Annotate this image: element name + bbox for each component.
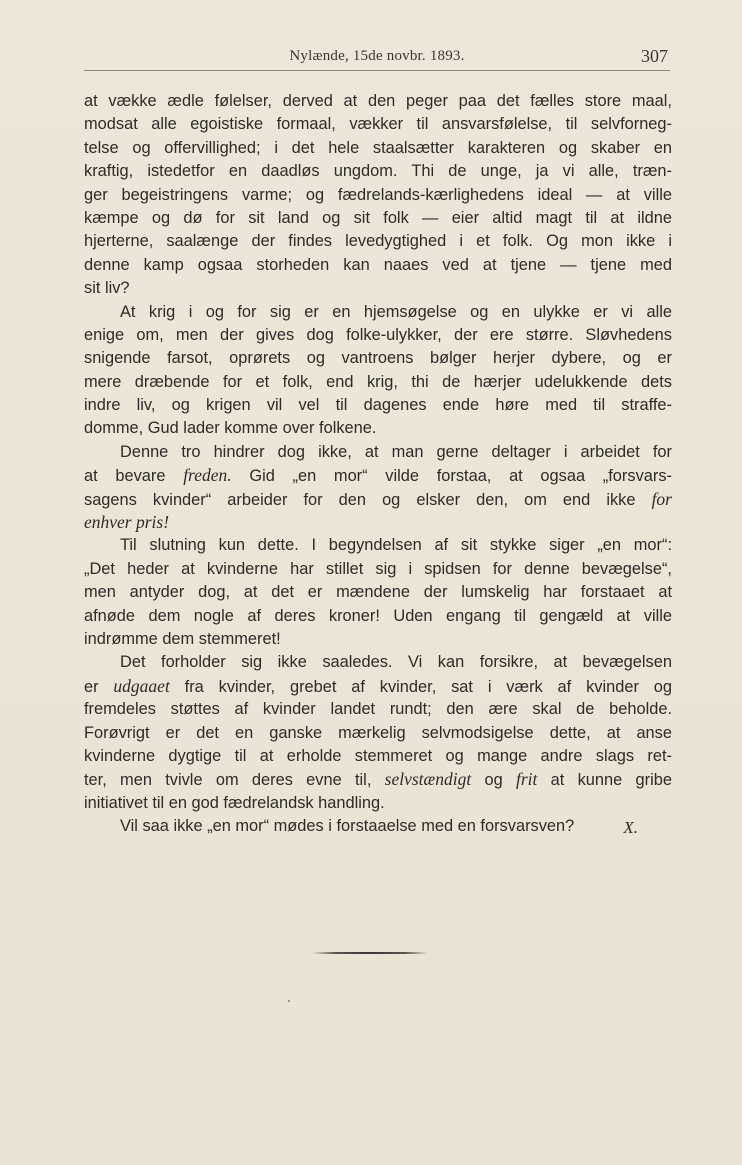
text-line: men antyder dog, at det er mændene der lumskelig har forstaaet at	[84, 583, 672, 602]
text-line: Forøvrigt er det en ganske mærkelig selvmodsigelse dette, at anse	[84, 723, 672, 742]
text-line: at vække ædle følelser, derved at den peger paa det fælles store maal,	[84, 92, 672, 110]
paragraph-3	[84, 441, 672, 535]
italic-text: selvstændigt	[384, 769, 472, 790]
text-line: afnøde dem nogle af deres kroner! Uden engang til gengæld at ville	[84, 606, 672, 625]
paragraph-2	[84, 301, 672, 441]
text-line: snigende farsot, oprørets og vantroens bølger herjer dybere, og er	[84, 349, 672, 368]
text-line: indrømme dem stemmeret!	[84, 629, 281, 648]
text-line: initiativet til en god fædrelandsk handling.	[84, 793, 385, 812]
paragraph-1	[84, 90, 672, 301]
text-line: enige om, men der gives dog folke-ulykker, der ere større. Sløvhedens	[84, 325, 672, 344]
italic-text: frit	[515, 769, 538, 790]
text-run: at bevare	[84, 467, 184, 486]
text-line: sit liv?	[84, 279, 130, 298]
text-line: Vil saa ikke „en mor“ mødes i forstaaelse med en forsvarsven?	[120, 817, 575, 836]
text-line: Denne tro hindrer dog ikke, at man gerne deltager i arbeidet for	[120, 442, 672, 461]
running-header	[84, 44, 670, 71]
paragraph-6	[84, 815, 672, 838]
italic-text: for	[651, 488, 672, 509]
text-line	[84, 464, 672, 487]
text-line: fremdeles støttes af kvinder landet rundt; den ære skal de beholde.	[84, 700, 672, 719]
text-line	[84, 675, 672, 698]
article-body	[84, 90, 672, 839]
text-line: „Det heder at kvinderne har stillet sig i spidsen for denne bevægelse“,	[84, 559, 672, 578]
text-line: Til slutning kun dette. I begyndelsen af sit stykke siger „en mor“:	[120, 536, 672, 555]
text-line	[84, 488, 672, 511]
author-signature: X.	[623, 818, 638, 837]
page-number: 307	[641, 46, 668, 66]
text-run: og	[471, 771, 516, 790]
text-line: indre liv, og krigen vil vel til dagenes ende høre med til straffe-	[84, 396, 672, 415]
text-line: domme, Gud lader komme over folkene.	[84, 419, 377, 438]
text-line: telse og offervillighed; i det hele staalsætter karakteren og skaber en	[84, 138, 672, 157]
paragraph-5	[84, 651, 672, 815]
text-line: kæmpe og dø for sit land og sit folk — eier altid magt til at ildne	[84, 208, 672, 227]
text-line	[84, 511, 672, 534]
text-run: Gid „en mor“ vilde forstaa, at ogsaa „forsvars-	[231, 467, 672, 486]
text-line: ger begeistringens varme; og fædrelands-kærlighedens ideal — at ville	[84, 185, 672, 204]
italic-text: freden.	[183, 465, 232, 486]
text-run: er	[84, 677, 114, 696]
header-title: Nylænde, 15de novbr. 1893.	[289, 48, 465, 64]
text-line	[84, 768, 672, 791]
text-line: Det forholder sig ikke saaledes. Vi kan forsikre, at bevægelsen	[120, 653, 672, 672]
text-line: kvinderne dygtige til at erholde stemmeret og mange andre slags ret-	[84, 746, 672, 765]
text-run: at kunne gribe	[537, 771, 672, 790]
text-run: ter, men tvivle om deres evne til,	[84, 771, 385, 790]
text-line: denne kamp ogsaa storheden kan naaes ved at tjene — tjene med	[84, 255, 672, 274]
italic-text: enhver pris!	[84, 512, 170, 533]
text-run: fra kvinder, grebet af kvinder, sat i værk af kvinder og	[169, 677, 672, 696]
text-line: hjerterne, saalænge der findes levedygtighed i et folk. Og mon ikke i	[84, 232, 672, 251]
text-line: mere dræbende for et folk, end krig, thi de hærjer udelukkende dets	[84, 372, 672, 391]
end-ornament-rule	[312, 952, 428, 954]
text-line: kraftig, istedetfor en daadløs ungdom. Thi de unge, ja vi alle, træn-	[84, 162, 672, 181]
text-line: At krig i og for sig er en hjemsøgelse og en ulykke er vi alle	[120, 302, 672, 321]
paper-speck	[288, 1000, 290, 1002]
paragraph-4	[84, 534, 672, 651]
text-line: modsat alle egoistiske formaal, vækker til ansvarsfølelse, til selvforneg-	[84, 115, 672, 134]
text-run: sagens kvinder“ arbeider for den og elsker den, om end ikke	[84, 490, 652, 509]
italic-text: udgaaet	[113, 675, 170, 696]
